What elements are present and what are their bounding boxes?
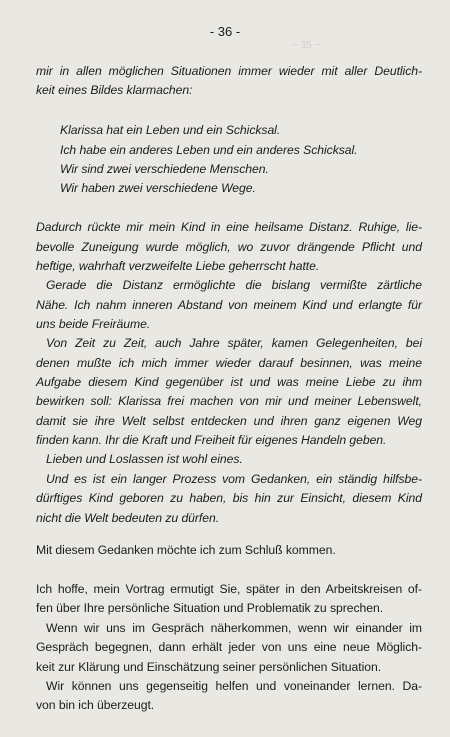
paragraph-prozess-line-1: Und es ist ein langer Prozess vom Gedanken, ein ständig hilfsbe- (46, 472, 422, 486)
paragraph-prozess-line-2: dürftiges Kind geboren zu haben, bis hin zur Einsicht, diesem Kind (36, 491, 422, 505)
paragraph-gespraech-line-2: Gespräch begegnen, dann erhält jeder von uns eine neue Möglich- (36, 640, 422, 654)
quote-line-2: Ich habe ein anderes Leben und ein anderes Schicksal. (60, 143, 358, 157)
quote-line-4: Wir haben zwei verschiedene Wege. (60, 181, 256, 195)
paragraph-distanz-line-2: bevolle Zuneigung wurde möglich, wo zuvor drängende Pflicht und (36, 240, 422, 254)
paragraph-zeit-line-1: Von Zeit zu Zeit, auch Jahre später, kamen Gelegenheiten, bei (46, 336, 422, 350)
page-number: - 36 - (209, 24, 241, 39)
paragraph-naehe-line-3: uns beide Freiräume. (36, 317, 151, 331)
paragraph-naehe-line-1: Gerade die Distanz ermöglichte die bislang vermißte zärtliche (46, 278, 422, 292)
quote-line-3: Wir sind zwei verschiedene Menschen. (60, 162, 269, 176)
paragraph-gespraech-line-3: keit zur Klärung und Einschätzung seiner persönlichen Situation. (36, 660, 382, 674)
paragraph-prozess-line-3: nicht die Welt bedeuten zu dürfen. (36, 511, 220, 525)
paragraph-schluss: Mit diesem Gedanken möchte ich zum Schluß kommen. (36, 543, 336, 557)
paragraph-zeit-line-2: denen mußte ich mich immer wieder darauf besinnen, was meine (36, 356, 422, 370)
paragraph-lieben: Lieben und Loslassen ist wohl eines. (46, 452, 243, 466)
paragraph-zeit-line-4: bewirken soll: Klarissa frei machen von mir und meiner Lebenswelt, (36, 394, 422, 408)
paragraph-gespraech-line-1: Wenn wir uns im Gespräch näherkommen, wenn wir einander im (46, 621, 422, 635)
paragraph-zeit-line-6: finden kann. Ihr die Kraft und Freiheit für eigenes Handeln geben. (36, 433, 387, 447)
bleed-through-text: ~ 35 ~ (292, 40, 321, 51)
paragraph-distanz-line-3: heftige, wahrhaft verzweifelte Liebe geherrscht hatte. (36, 259, 320, 273)
intro-line-1: mir in allen möglichen Situationen immer wieder mit aller Deutlich- (36, 64, 422, 78)
intro-line-2: keit eines Bildes klarmachen: (36, 83, 193, 97)
paragraph-naehe-line-2: Nähe. Ich nahm inneren Abstand von meinem Kind und erlangte für (36, 298, 422, 312)
paragraph-hoffe-line-2: fen über Ihre persönliche Situation und Problematik zu sprechen. (36, 601, 384, 615)
paragraph-helfen-line-2: von bin ich überzeugt. (36, 698, 155, 712)
paragraph-zeit-line-5: damit sie ihre Welt selbst entdecken und ihren ganz eigenen Weg (36, 414, 422, 428)
paragraph-hoffe-line-1: Ich hoffe, mein Vortrag ermutigt Sie, später in den Arbeitskreisen of- (36, 582, 422, 596)
paragraph-zeit-line-3: Aufgabe diesem Kind gegenüber ist und was meine Liebe zu ihm (36, 375, 422, 389)
paragraph-helfen-line-1: Wir können uns gegenseitig helfen und voneinander lernen. Da- (46, 679, 422, 693)
quote-line-1: Klarissa hat ein Leben und ein Schicksal. (60, 123, 281, 137)
paragraph-distanz-line-1: Dadurch rückte mir mein Kind in eine heilsame Distanz. Ruhige, lie- (36, 220, 422, 234)
